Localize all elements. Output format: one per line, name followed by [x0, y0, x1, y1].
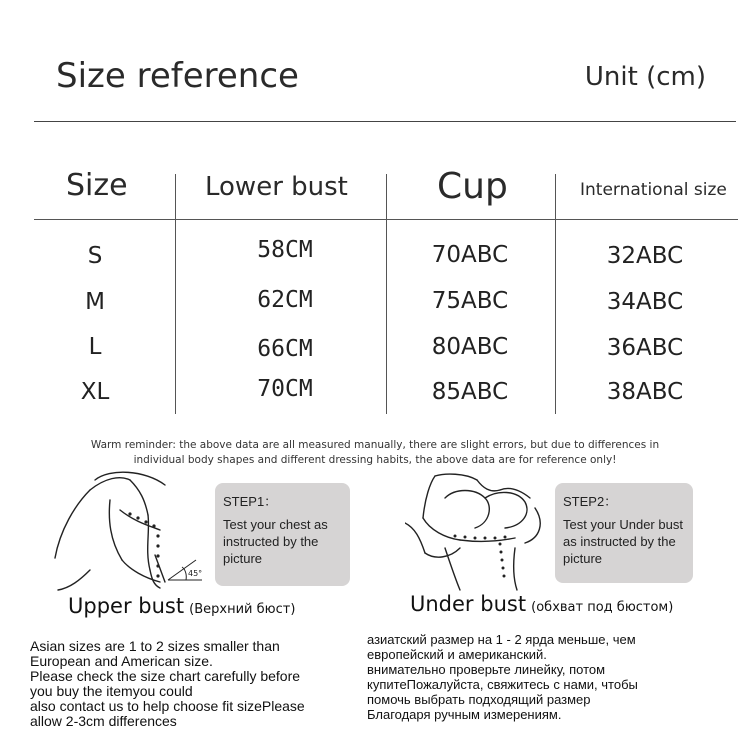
cup-cell: 75ABC: [431, 288, 509, 314]
sizing-note-russian: азиатский размер на 1 - 2 ярда меньше, чем европейский и американский. внимательно проверьте линейку, потом купитеПожалуйста, свяжитесь с нами, чтобы помочь выбрать подходящий размер Благодаря ручным измерениям.: [367, 632, 638, 722]
under-bust-caption: [410, 592, 673, 616]
cup-cell: 70ABC: [431, 242, 509, 268]
under-bust-label: Under bust: [410, 592, 527, 616]
international-size-cell: 34ABC: [606, 289, 684, 315]
column-divider: [555, 174, 556, 414]
lower-bust-cell: 70CM: [257, 376, 313, 402]
international-size-cell: 32ABC: [606, 243, 684, 269]
cup-cell: 80ABC: [431, 334, 509, 360]
step1-instructions: Test your chest as instructed by the picture: [223, 517, 328, 566]
column-header-lower-bust: Lower bust: [205, 172, 348, 202]
column-divider: [175, 174, 176, 414]
size-cell: M: [85, 289, 105, 315]
column-header-international-size: International size: [580, 180, 727, 200]
upper-bust-label-ru: (Верхний бюст): [189, 602, 296, 617]
size-cell: L: [88, 334, 102, 360]
cup-cell: 85ABC: [431, 379, 509, 405]
page-title: Size reference: [56, 56, 299, 96]
reminder-line: Warm reminder: the above data are all measured manually, there are slight errors, but due to differences in: [90, 439, 660, 451]
column-divider: [386, 174, 387, 414]
column-header-size: Size: [66, 168, 128, 203]
step1-card: [215, 483, 350, 586]
angle-label: 45°: [188, 569, 203, 578]
lower-bust-cell: 62CM: [257, 287, 313, 313]
upper-bust-label: Upper bust: [68, 594, 185, 618]
step2-card: [555, 483, 693, 583]
upper-bust-illustration: [50, 470, 220, 595]
size-cell: XL: [80, 379, 110, 405]
step1-title: STEP1：: [223, 494, 278, 509]
step2-title: STEP2：: [563, 494, 618, 509]
column-header-cup: Cup: [437, 166, 508, 207]
upper-bust-caption: [68, 594, 295, 618]
lower-bust-cell: 66CM: [257, 336, 313, 362]
under-bust-label-ru: (обхват под бюстом): [531, 600, 674, 615]
reminder-line: individual body shapes and different dressing habits, the above data are for reference only!: [133, 454, 617, 466]
under-bust-illustration: [405, 468, 550, 593]
sizing-note-english: Asian sizes are 1 to 2 sizes smaller than European and American size. Please check the size chart carefully before you buy the itemyou could also contact us to help choose fit sizePlease allow 2-3cm differences: [30, 638, 305, 729]
international-size-cell: 36ABC: [606, 335, 684, 361]
lower-bust-cell: 58CM: [257, 237, 313, 263]
international-size-cell: 38ABC: [606, 379, 684, 405]
warm-reminder: [40, 438, 710, 468]
title-divider: [34, 121, 736, 122]
unit-label: Unit (cm): [584, 62, 706, 92]
step2-instructions: Test your Under bust as instructed by the picture: [563, 517, 683, 566]
size-cell: S: [87, 243, 103, 269]
